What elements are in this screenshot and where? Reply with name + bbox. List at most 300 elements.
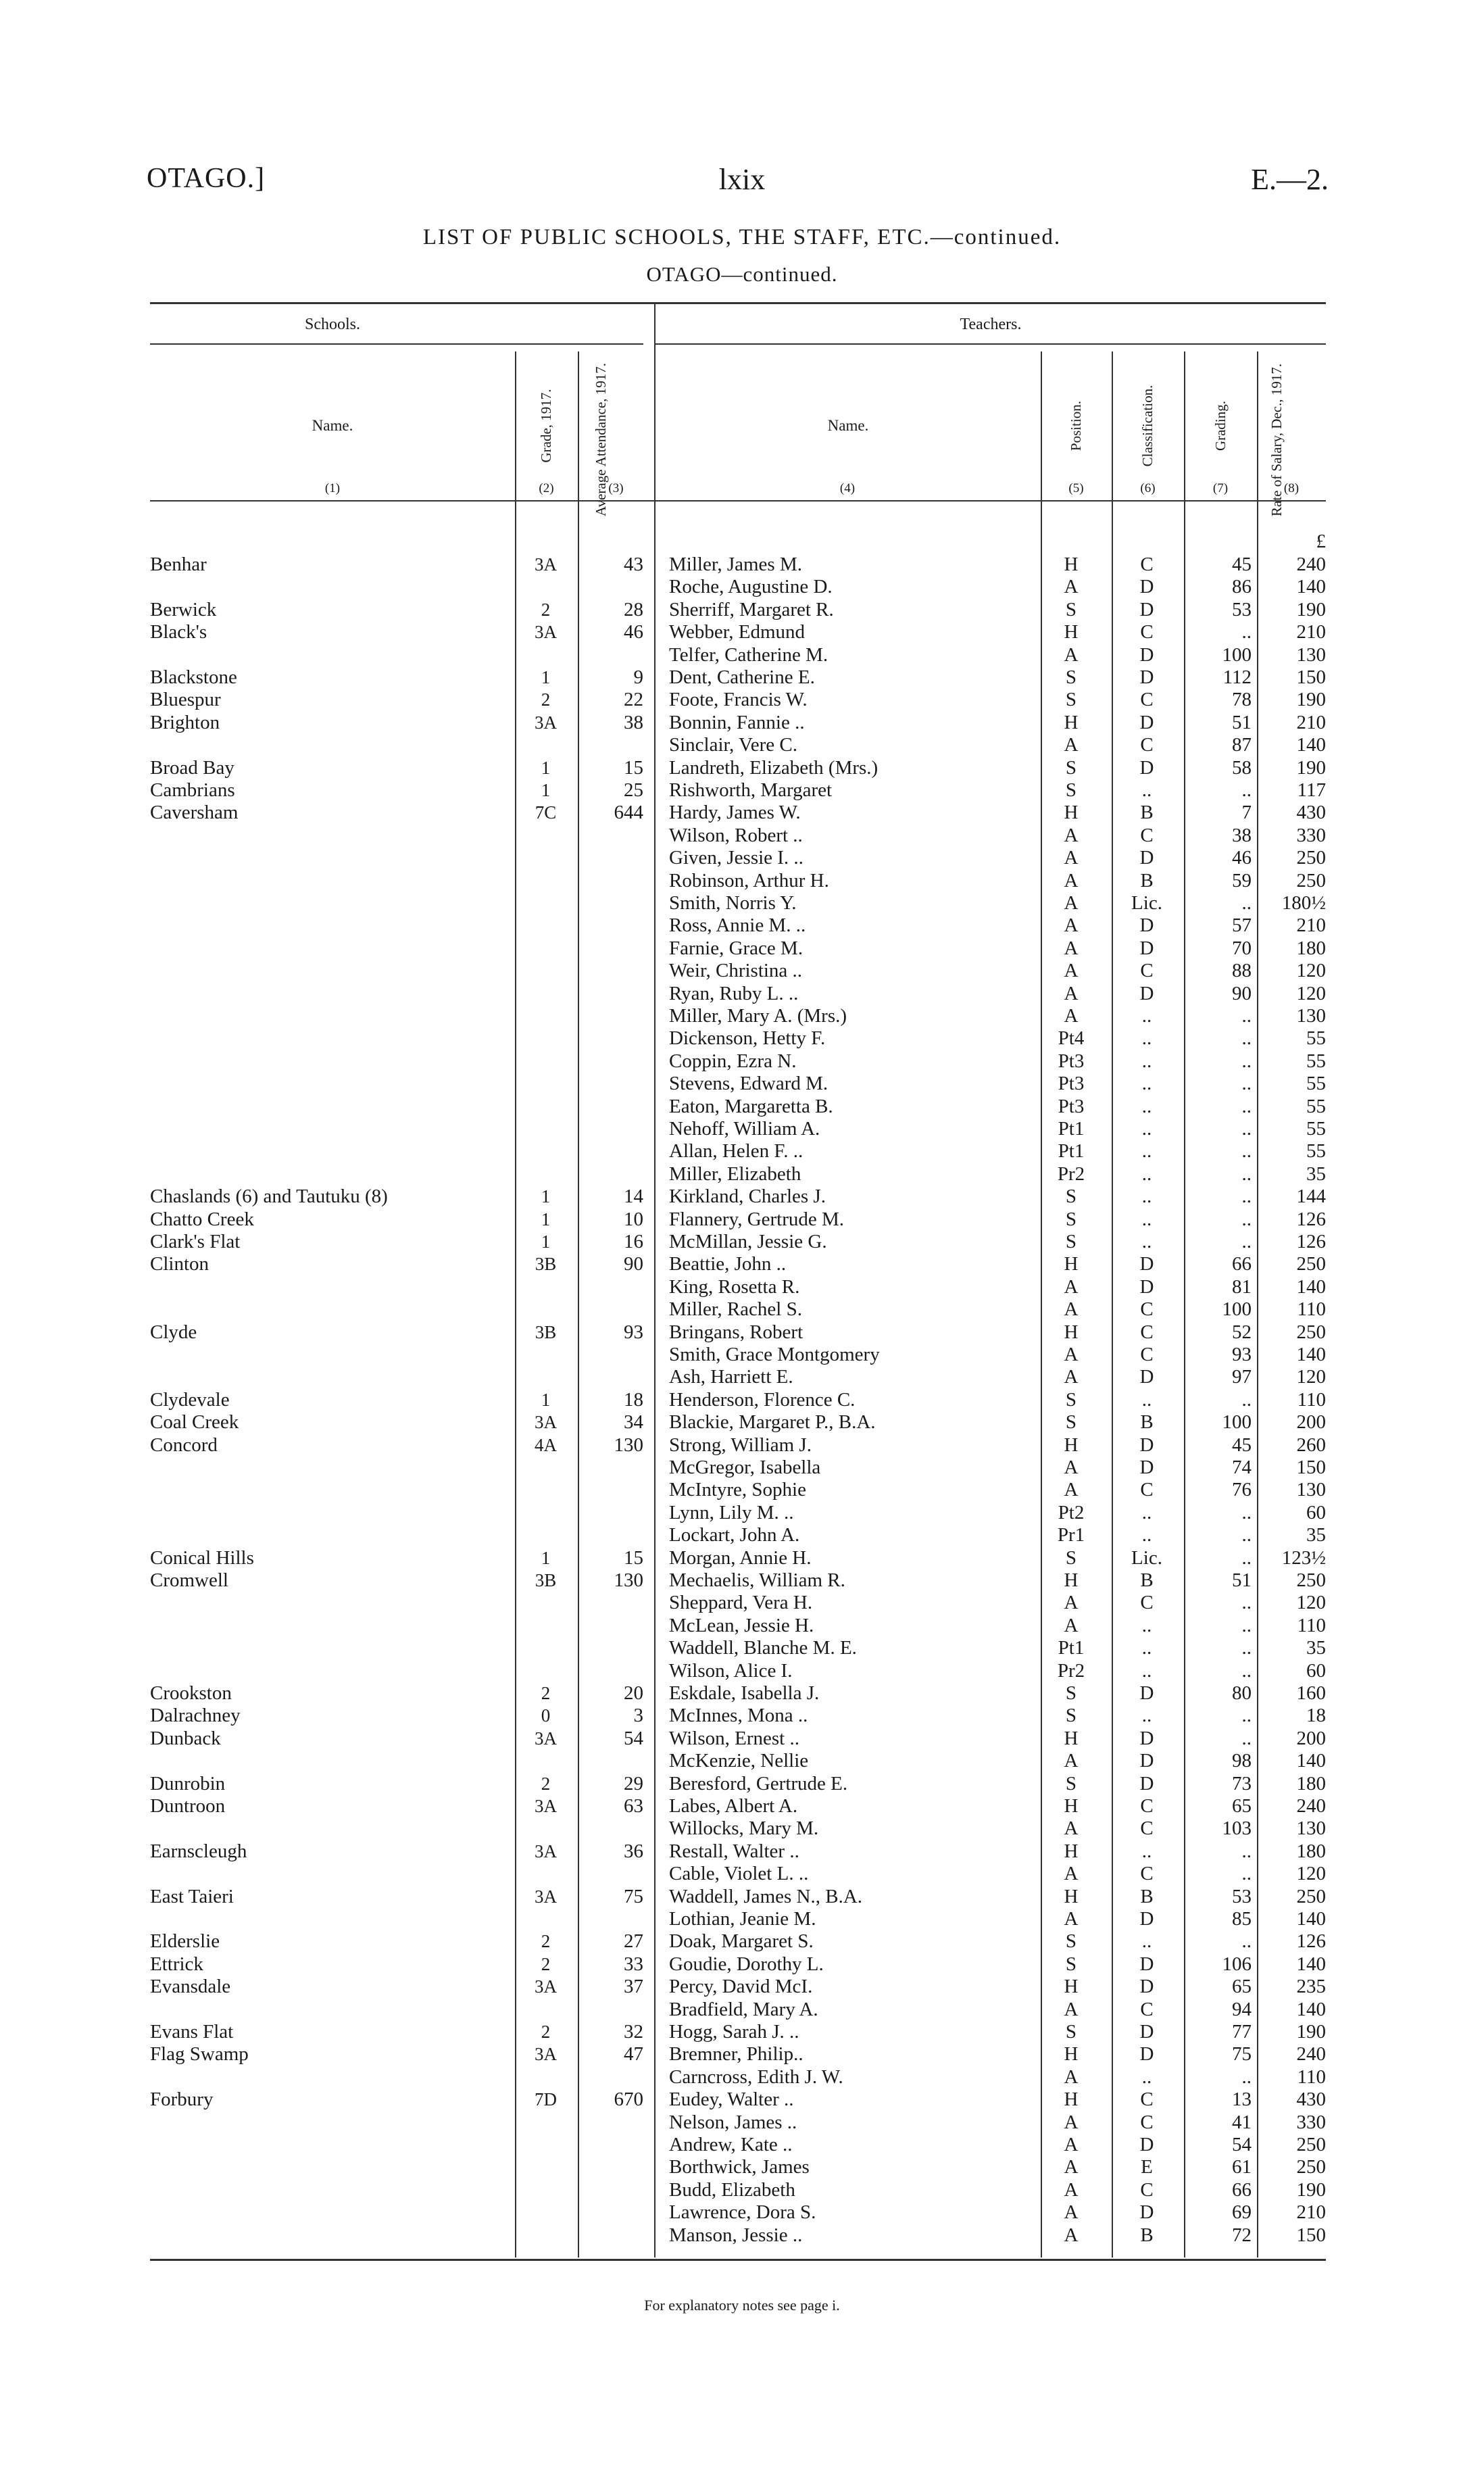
teacher-position: A bbox=[1064, 892, 1079, 914]
table-row bbox=[0, 1930, 1484, 1953]
table-row bbox=[0, 1773, 1484, 1795]
teacher-position: H bbox=[1064, 1434, 1079, 1456]
teacher-grading: .. bbox=[1241, 2066, 1252, 2088]
teacher-salary: 140 bbox=[1296, 1344, 1326, 1365]
teacher-salary: 250 bbox=[1296, 1321, 1326, 1343]
teacher-salary: 140 bbox=[1296, 1275, 1326, 1298]
teacher-name: Eaton, Margaretta B. bbox=[669, 1095, 833, 1117]
teacher-position: A bbox=[1064, 847, 1079, 869]
teacher-salary: 430 bbox=[1296, 802, 1326, 824]
school-name: Clydevale bbox=[150, 1388, 230, 1411]
teacher-position: A bbox=[1064, 1344, 1079, 1365]
col-header-classification: Classification. bbox=[1139, 385, 1156, 467]
table-row bbox=[0, 1096, 1484, 1118]
teacher-grading: 41 bbox=[1232, 2111, 1252, 2133]
teacher-grading: 100 bbox=[1222, 643, 1252, 666]
teacher-classification: C bbox=[1140, 2111, 1154, 2133]
teacher-position: S bbox=[1065, 756, 1077, 779]
teacher-classification: D bbox=[1139, 576, 1154, 598]
teacher-position: A bbox=[1064, 1366, 1079, 1388]
school-name: Forbury bbox=[150, 2089, 214, 2111]
teacher-position: S bbox=[1065, 598, 1077, 620]
teacher-position: A bbox=[1064, 2066, 1079, 2088]
teacher-grading: .. bbox=[1241, 1592, 1252, 1614]
teacher-classification: .. bbox=[1141, 1388, 1152, 1411]
teacher-position: A bbox=[1064, 960, 1079, 982]
table-row bbox=[0, 914, 1484, 937]
average-attendance: 28 bbox=[624, 598, 643, 620]
teacher-name: Borthwick, James bbox=[669, 2156, 810, 2178]
average-attendance: 93 bbox=[624, 1321, 643, 1343]
teacher-salary: 35 bbox=[1306, 1524, 1326, 1546]
average-attendance: 75 bbox=[624, 1885, 643, 1907]
teacher-position: S bbox=[1065, 1953, 1077, 1975]
table-row bbox=[0, 802, 1484, 824]
school-name: Dalrachney bbox=[150, 1705, 241, 1727]
teacher-classification: C bbox=[1140, 1479, 1154, 1501]
teacher-position: S bbox=[1065, 1411, 1077, 1434]
school-grade: 3A bbox=[535, 1886, 557, 1907]
teacher-classification: D bbox=[1139, 1253, 1154, 1275]
teacher-position: A bbox=[1064, 1863, 1079, 1885]
teacher-grading: 103 bbox=[1222, 1817, 1252, 1840]
teacher-grading: 38 bbox=[1232, 824, 1252, 846]
col-header-salary: Rate of Salary, Dec., 1917. bbox=[1268, 363, 1285, 516]
teacher-name: Smith, Grace Montgomery bbox=[669, 1344, 880, 1365]
teacher-name: Dent, Catherine E. bbox=[669, 666, 815, 688]
table-row bbox=[0, 554, 1484, 576]
teacher-position: H bbox=[1064, 1321, 1079, 1343]
teacher-classification: C bbox=[1140, 1795, 1154, 1817]
teacher-salary: 120 bbox=[1296, 1592, 1326, 1614]
teacher-position: Pr2 bbox=[1057, 1163, 1085, 1185]
average-attendance: 10 bbox=[624, 1208, 643, 1230]
teacher-salary: 190 bbox=[1296, 2178, 1326, 2201]
teacher-grading: 73 bbox=[1232, 1772, 1252, 1795]
teacher-classification: D bbox=[1139, 1434, 1154, 1456]
teacher-salary: 130 bbox=[1296, 1479, 1326, 1501]
teacher-position: Pt4 bbox=[1058, 1027, 1085, 1050]
teacher-position: A bbox=[1064, 914, 1079, 937]
school-name: Clinton bbox=[150, 1253, 209, 1275]
teacher-grading: 69 bbox=[1232, 2201, 1252, 2224]
teacher-position: S bbox=[1065, 1930, 1077, 1953]
teacher-classification: D bbox=[1139, 847, 1154, 869]
teacher-salary: 110 bbox=[1297, 1298, 1326, 1321]
teacher-name: Beattie, John .. bbox=[669, 1253, 787, 1275]
teacher-classification: D bbox=[1139, 914, 1154, 937]
table-row bbox=[0, 1005, 1484, 1027]
school-name: Clyde bbox=[150, 1321, 197, 1343]
teacher-name: Nehoff, William A. bbox=[669, 1118, 820, 1140]
teacher-name: Webber, Edmund bbox=[669, 621, 806, 643]
teacher-salary: 117 bbox=[1297, 779, 1326, 801]
teacher-salary: 200 bbox=[1296, 1411, 1326, 1434]
teacher-grading: 94 bbox=[1232, 1998, 1252, 2020]
teacher-salary: 55 bbox=[1306, 1073, 1326, 1095]
teacher-classification: .. bbox=[1141, 1073, 1152, 1095]
table-row bbox=[0, 712, 1484, 734]
teacher-name: Eudey, Walter .. bbox=[669, 2089, 794, 2111]
table-row bbox=[0, 1118, 1484, 1140]
teacher-classification: .. bbox=[1141, 1095, 1152, 1117]
teacher-position: A bbox=[1064, 869, 1079, 892]
teacher-grading: 51 bbox=[1232, 711, 1252, 733]
teacher-name: Hardy, James W. bbox=[669, 802, 801, 824]
table-row bbox=[0, 1457, 1484, 1479]
table-row bbox=[0, 1817, 1484, 1840]
teacher-position: A bbox=[1064, 1998, 1079, 2020]
teacher-position: H bbox=[1064, 1253, 1079, 1275]
table-row bbox=[0, 983, 1484, 1005]
teacher-classification: C bbox=[1140, 689, 1154, 711]
school-grade: 2 bbox=[541, 599, 551, 620]
average-attendance: 38 bbox=[624, 711, 643, 733]
teacher-position: S bbox=[1065, 1546, 1077, 1569]
table-row bbox=[0, 1073, 1484, 1095]
teacher-name: Miller, Mary A. (Mrs.) bbox=[669, 1005, 847, 1027]
table-row bbox=[0, 1163, 1484, 1186]
average-attendance: 16 bbox=[624, 1231, 643, 1252]
average-attendance: 32 bbox=[624, 2021, 643, 2043]
teacher-grading: 75 bbox=[1232, 2043, 1252, 2066]
teacher-grading: .. bbox=[1241, 621, 1252, 643]
teacher-classification: B bbox=[1140, 802, 1154, 824]
school-grade: 3B bbox=[535, 1254, 557, 1275]
teacher-classification: C bbox=[1140, 1817, 1154, 1840]
table-row bbox=[0, 2066, 1484, 2089]
teacher-grading: 106 bbox=[1222, 1953, 1252, 1975]
teacher-position: A bbox=[1064, 2156, 1079, 2178]
school-grade: 7D bbox=[535, 2089, 557, 2110]
teacher-classification: B bbox=[1140, 869, 1154, 892]
col-header-teacher-name: Name. bbox=[827, 417, 869, 434]
teacher-name: Roche, Augustine D. bbox=[669, 576, 833, 598]
teacher-classification: D bbox=[1139, 1727, 1154, 1749]
teacher-grading: 45 bbox=[1232, 554, 1252, 575]
school-name: Duntroon bbox=[150, 1795, 226, 1817]
teacher-salary: 250 bbox=[1296, 2134, 1326, 2155]
teacher-classification: D bbox=[1139, 1366, 1154, 1388]
teacher-name: Waddell, Blanche M. E. bbox=[669, 1637, 857, 1659]
average-attendance: 36 bbox=[624, 1840, 643, 1862]
table-row bbox=[0, 779, 1484, 802]
teacher-name: Henderson, Florence C. bbox=[669, 1388, 856, 1411]
group-header-teachers: Teachers. bbox=[960, 316, 1022, 333]
teacher-name: Nelson, James .. bbox=[669, 2111, 797, 2133]
teacher-salary: 240 bbox=[1296, 554, 1326, 575]
school-grade: 3A bbox=[535, 1728, 557, 1749]
table-row bbox=[0, 1140, 1484, 1163]
teacher-grading: .. bbox=[1241, 892, 1252, 914]
teacher-classification: D bbox=[1139, 598, 1154, 620]
header-left: OTAGO.] bbox=[147, 163, 266, 194]
teacher-position: A bbox=[1064, 1457, 1079, 1478]
teacher-position: A bbox=[1064, 937, 1079, 959]
average-attendance: 90 bbox=[624, 1253, 643, 1275]
teacher-classification: D bbox=[1139, 711, 1154, 733]
teacher-name: King, Rosetta R. bbox=[669, 1275, 800, 1298]
teacher-classification: C bbox=[1140, 960, 1154, 982]
school-name: Cambrians bbox=[150, 779, 235, 801]
teacher-classification: C bbox=[1140, 1298, 1154, 1321]
teacher-grading: .. bbox=[1241, 1163, 1252, 1185]
school-name: Coal Creek bbox=[150, 1411, 239, 1434]
table-row bbox=[0, 2089, 1484, 2111]
teacher-grading: 100 bbox=[1222, 1298, 1252, 1321]
teacher-classification: D bbox=[1139, 2134, 1154, 2155]
teacher-name: Lynn, Lily M. .. bbox=[669, 1501, 794, 1523]
teacher-position: S bbox=[1065, 1231, 1077, 1252]
teacher-grading: .. bbox=[1241, 1186, 1252, 1208]
teacher-position: A bbox=[1064, 1479, 1079, 1501]
teacher-grading: 61 bbox=[1232, 2156, 1252, 2178]
teacher-salary: 110 bbox=[1297, 2066, 1326, 2088]
table-row bbox=[0, 1705, 1484, 1727]
teacher-classification: .. bbox=[1141, 1705, 1152, 1727]
teacher-classification: .. bbox=[1141, 1659, 1152, 1682]
teacher-name: Cable, Violet L. .. bbox=[669, 1863, 809, 1885]
school-grade: 3A bbox=[535, 622, 557, 643]
table-row bbox=[0, 2021, 1484, 2043]
teacher-salary: 430 bbox=[1296, 2089, 1326, 2111]
teacher-salary: 200 bbox=[1296, 1727, 1326, 1749]
teacher-name: Ross, Annie M. .. bbox=[669, 914, 806, 937]
teacher-classification: D bbox=[1139, 937, 1154, 959]
teacher-name: Blackie, Margaret P., B.A. bbox=[669, 1411, 876, 1434]
table-row bbox=[0, 1615, 1484, 1637]
teacher-position: S bbox=[1065, 666, 1077, 688]
teacher-grading: 65 bbox=[1232, 1795, 1252, 1817]
teacher-grading: 97 bbox=[1232, 1366, 1252, 1388]
table-row bbox=[0, 1976, 1484, 1998]
teacher-position: Pt1 bbox=[1058, 1140, 1085, 1163]
teacher-position: A bbox=[1064, 2111, 1079, 2133]
school-name: Bluespur bbox=[150, 689, 221, 711]
teacher-position: S bbox=[1065, 1186, 1077, 1208]
teacher-grading: 70 bbox=[1232, 937, 1252, 959]
teacher-salary: 126 bbox=[1296, 1208, 1326, 1230]
teacher-position: Pt2 bbox=[1058, 1501, 1085, 1523]
teacher-classification: .. bbox=[1141, 1501, 1152, 1523]
teacher-grading: .. bbox=[1241, 1050, 1252, 1072]
teacher-grading: .. bbox=[1241, 1118, 1252, 1140]
teacher-name: Wilson, Ernest .. bbox=[669, 1727, 799, 1749]
col-header-grade: Grade, 1917. bbox=[538, 389, 554, 463]
teacher-position: A bbox=[1064, 1592, 1079, 1614]
table-row bbox=[0, 1682, 1484, 1705]
teacher-name: Farnie, Grace M. bbox=[669, 937, 803, 959]
teacher-grading: .. bbox=[1241, 1095, 1252, 1117]
table-row bbox=[0, 2134, 1484, 2156]
teacher-name: McInnes, Mona .. bbox=[669, 1705, 808, 1727]
teacher-name: Miller, James M. bbox=[669, 554, 802, 575]
page-subtitle: OTAGO—continued. bbox=[646, 262, 838, 286]
teacher-salary: 120 bbox=[1296, 1863, 1326, 1885]
average-attendance: 130 bbox=[614, 1434, 643, 1456]
teacher-salary: 210 bbox=[1296, 621, 1326, 643]
school-grade: 2 bbox=[541, 689, 551, 710]
teacher-grading: 46 bbox=[1232, 847, 1252, 869]
teacher-classification: .. bbox=[1141, 1637, 1152, 1659]
teacher-position: A bbox=[1064, 1614, 1079, 1636]
school-name: Conical Hills bbox=[150, 1546, 254, 1569]
table-row bbox=[0, 1502, 1484, 1524]
teacher-salary: 140 bbox=[1296, 1908, 1326, 1930]
school-name: Concord bbox=[150, 1434, 218, 1456]
teacher-name: Waddell, James N., B.A. bbox=[669, 1885, 863, 1907]
teacher-classification: C bbox=[1140, 1344, 1154, 1365]
teacher-grading: 53 bbox=[1232, 1885, 1252, 1907]
teacher-classification: D bbox=[1139, 1457, 1154, 1478]
teacher-salary: 150 bbox=[1296, 666, 1326, 688]
teacher-salary: 210 bbox=[1296, 2201, 1326, 2224]
teacher-name: Eskdale, Isabella J. bbox=[669, 1682, 820, 1704]
school-grade: 1 bbox=[541, 1389, 551, 1410]
teacher-salary: 35 bbox=[1306, 1637, 1326, 1659]
teacher-name: Lothian, Jeanie M. bbox=[669, 1908, 816, 1930]
teacher-position: S bbox=[1065, 1208, 1077, 1230]
table-row bbox=[0, 1728, 1484, 1750]
average-attendance: 34 bbox=[624, 1411, 643, 1434]
teacher-salary: 235 bbox=[1296, 1976, 1326, 1998]
teacher-name: Robinson, Arthur H. bbox=[669, 869, 829, 892]
table-row bbox=[0, 1479, 1484, 1501]
teacher-classification: .. bbox=[1141, 1118, 1152, 1140]
school-name: Dunrobin bbox=[150, 1772, 226, 1795]
table-row bbox=[0, 1750, 1484, 1772]
table-row bbox=[0, 892, 1484, 914]
teacher-classification: D bbox=[1139, 666, 1154, 688]
teacher-name: Stevens, Edward M. bbox=[669, 1073, 828, 1095]
teacher-position: H bbox=[1064, 554, 1079, 575]
table-row bbox=[0, 825, 1484, 847]
teacher-classification: C bbox=[1140, 1592, 1154, 1614]
teacher-name: Andrew, Kate .. bbox=[669, 2134, 793, 2155]
teacher-name: Hogg, Sarah J. .. bbox=[669, 2021, 799, 2043]
teacher-salary: 210 bbox=[1296, 711, 1326, 733]
teacher-salary: 140 bbox=[1296, 1953, 1326, 1975]
col-header-position: Position. bbox=[1068, 400, 1084, 451]
school-name: Elderslie bbox=[150, 1930, 220, 1953]
average-attendance: 22 bbox=[624, 689, 643, 711]
teacher-salary: 140 bbox=[1296, 1998, 1326, 2020]
teacher-name: Willocks, Mary M. bbox=[669, 1817, 819, 1840]
table-row bbox=[0, 870, 1484, 892]
teacher-salary: 120 bbox=[1296, 1366, 1326, 1388]
teacher-name: Ash, Harriett E. bbox=[669, 1366, 793, 1388]
teacher-name: Lockart, John A. bbox=[669, 1524, 800, 1546]
school-grade: 1 bbox=[541, 1186, 551, 1207]
teacher-name: Foote, Francis W. bbox=[669, 689, 808, 711]
col-number: (7) bbox=[1212, 481, 1229, 495]
teacher-position: A bbox=[1064, 1750, 1079, 1772]
teacher-position: Pr2 bbox=[1057, 1659, 1085, 1682]
teacher-classification: D bbox=[1139, 1908, 1154, 1930]
teacher-grading: 66 bbox=[1232, 1253, 1252, 1275]
school-name: Earnscleugh bbox=[150, 1840, 247, 1862]
teacher-salary: 250 bbox=[1296, 1253, 1326, 1275]
teacher-classification: .. bbox=[1141, 1027, 1152, 1050]
school-name: Brighton bbox=[150, 711, 220, 733]
teacher-name: Beresford, Gertrude E. bbox=[669, 1772, 848, 1795]
teacher-name: Miller, Rachel S. bbox=[669, 1298, 802, 1321]
teacher-classification: B bbox=[1140, 1411, 1154, 1434]
teacher-position: A bbox=[1064, 1817, 1079, 1840]
teacher-name: Budd, Elizabeth bbox=[669, 2178, 795, 2201]
teacher-grading: .. bbox=[1241, 1027, 1252, 1050]
teacher-grading: 93 bbox=[1232, 1344, 1252, 1365]
teacher-grading: 59 bbox=[1232, 869, 1252, 892]
table-row bbox=[0, 1231, 1484, 1253]
teacher-classification: .. bbox=[1141, 1163, 1152, 1185]
teacher-position: A bbox=[1064, 576, 1079, 598]
school-name: Broad Bay bbox=[150, 756, 234, 779]
teacher-grading: 65 bbox=[1232, 1976, 1252, 1998]
teacher-salary: 240 bbox=[1296, 2043, 1326, 2066]
teacher-name: Smith, Norris Y. bbox=[669, 892, 797, 914]
teacher-grading: 72 bbox=[1232, 2224, 1252, 2246]
teacher-salary: 330 bbox=[1296, 2111, 1326, 2133]
teacher-salary: 190 bbox=[1296, 756, 1326, 779]
table-row bbox=[0, 1592, 1484, 1614]
table-row bbox=[0, 689, 1484, 711]
table-row bbox=[0, 960, 1484, 982]
teacher-salary: 130 bbox=[1296, 1817, 1326, 1840]
teacher-classification: .. bbox=[1141, 1840, 1152, 1862]
teacher-position: S bbox=[1065, 689, 1077, 711]
school-name: Ettrick bbox=[150, 1953, 203, 1975]
table-row bbox=[0, 2224, 1484, 2247]
teacher-position: H bbox=[1064, 1840, 1079, 1862]
average-attendance: 29 bbox=[624, 1772, 643, 1795]
teacher-classification: .. bbox=[1141, 1524, 1152, 1546]
teacher-name: Mechaelis, William R. bbox=[669, 1569, 845, 1591]
average-attendance: 9 bbox=[633, 666, 643, 688]
teacher-name: Weir, Christina .. bbox=[669, 960, 803, 982]
average-attendance: 18 bbox=[624, 1388, 643, 1411]
table-row bbox=[0, 621, 1484, 643]
teacher-name: Bremner, Philip.. bbox=[669, 2043, 803, 2066]
teacher-classification: C bbox=[1140, 1321, 1154, 1343]
teacher-salary: 144 bbox=[1296, 1186, 1326, 1208]
teacher-grading: .. bbox=[1241, 1727, 1252, 1749]
footer-note: For explanatory notes see page i. bbox=[644, 2297, 840, 2314]
teacher-grading: .. bbox=[1241, 1073, 1252, 1095]
teacher-classification: B bbox=[1140, 1569, 1154, 1591]
table-row bbox=[0, 1886, 1484, 1908]
teacher-name: McGregor, Isabella bbox=[669, 1457, 821, 1478]
school-grade: 3A bbox=[535, 1840, 557, 1861]
school-grade: 1 bbox=[541, 667, 551, 687]
school-name: Blackstone bbox=[150, 666, 237, 688]
table-row bbox=[0, 1276, 1484, 1298]
teacher-name: Rishworth, Margaret bbox=[669, 779, 833, 801]
teacher-grading: .. bbox=[1241, 1659, 1252, 1682]
teacher-salary: 140 bbox=[1296, 576, 1326, 598]
teacher-salary: 240 bbox=[1296, 1795, 1326, 1817]
table-row bbox=[0, 644, 1484, 666]
table-row bbox=[0, 576, 1484, 598]
average-attendance: 670 bbox=[614, 2089, 643, 2111]
teacher-grading: 88 bbox=[1232, 960, 1252, 982]
table-row bbox=[0, 937, 1484, 960]
average-attendance: 43 bbox=[624, 554, 643, 575]
teacher-position: Pt3 bbox=[1058, 1050, 1085, 1072]
teacher-grading: .. bbox=[1241, 1388, 1252, 1411]
teacher-grading: 112 bbox=[1222, 666, 1252, 688]
teacher-salary: 123½ bbox=[1281, 1546, 1326, 1569]
